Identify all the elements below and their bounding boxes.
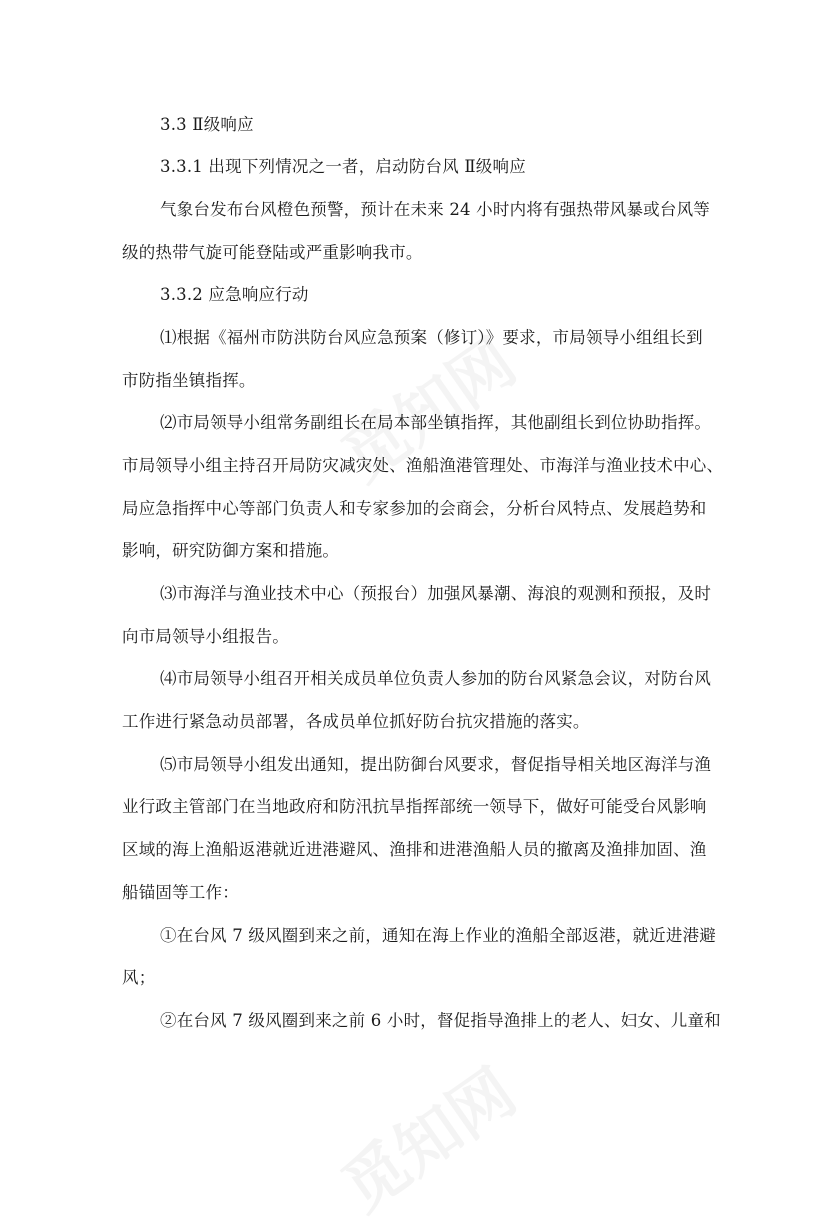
paragraph-line: ②在台风 7 级风圈到来之前 6 小时，督促指导渔排上的老人、妇女、儿童和 <box>160 1011 721 1030</box>
paragraph-line: 向市局领导小组报告。 <box>122 627 289 646</box>
paragraph-line: ⑸市局领导小组发出通知，提出防御台风要求，督促指导相关地区海洋与渔 <box>160 755 712 774</box>
paragraph-line: 影响，研究防御方案和措施。 <box>122 541 340 560</box>
paragraph-line: 风； <box>122 968 156 987</box>
watermark <box>321 1043 531 1228</box>
paragraph-line: 业行政主管部门在当地政府和防汛抗旱指挥部统一领导下，做好可能受台风影响 <box>122 797 707 816</box>
paragraph-line: ⑶市海洋与渔业技术中心（预报台）加强风暴潮、海浪的观测和预报，及时 <box>160 584 712 603</box>
paragraph-line: 气象台发布台风橙色预警，预计在未来 24 小时内将有强热带风暴或台风等 <box>160 200 710 219</box>
paragraph-line: 船锚固等工作： <box>122 883 239 902</box>
paragraph-line: 局应急指挥中心等部门负责人和专家参加的会商会，分析台风特点、发展趋势和 <box>122 499 707 518</box>
paragraph-line: ①在台风 7 级风圈到来之前，通知在海上作业的渔船全部返港，就近进港避 <box>160 926 716 945</box>
paragraph-line: 级的热带气旋可能登陆或严重影响我市。 <box>122 243 423 262</box>
paragraph-line: ⑴根据《福州市防洪防台风应急预案（修订）》要求，市局领导小组组长到 <box>160 328 703 347</box>
section-heading: 3.3 Ⅱ级响应 <box>160 115 254 134</box>
paragraph-line: 市防指坐镇指挥。 <box>122 371 256 390</box>
subsection-heading: 3.3.1 出现下列情况之一者，启动防台风 Ⅱ级响应 <box>160 157 526 176</box>
paragraph-line: ⑵市局领导小组常务副组长在局本部坐镇指挥，其他副组长到位协助指挥。 <box>160 413 712 432</box>
subsection-heading: 3.3.2 应急响应行动 <box>160 285 309 304</box>
paragraph-line: 市局领导小组主持召开局防灾减灾处、渔船渔港管理处、市海洋与渔业技术中心、 <box>122 456 724 475</box>
paragraph-line: 区域的海上渔船返港就近进港避风、渔排和进港渔船人员的撤离及渔排加固、渔 <box>122 840 707 859</box>
paragraph-line: ⑷市局领导小组召开相关成员单位负责人参加的防台风紧急会议，对防台风 <box>160 669 712 688</box>
paragraph-line: 工作进行紧急动员部署，各成员单位抓好防台抗灾措施的落实。 <box>122 712 590 731</box>
